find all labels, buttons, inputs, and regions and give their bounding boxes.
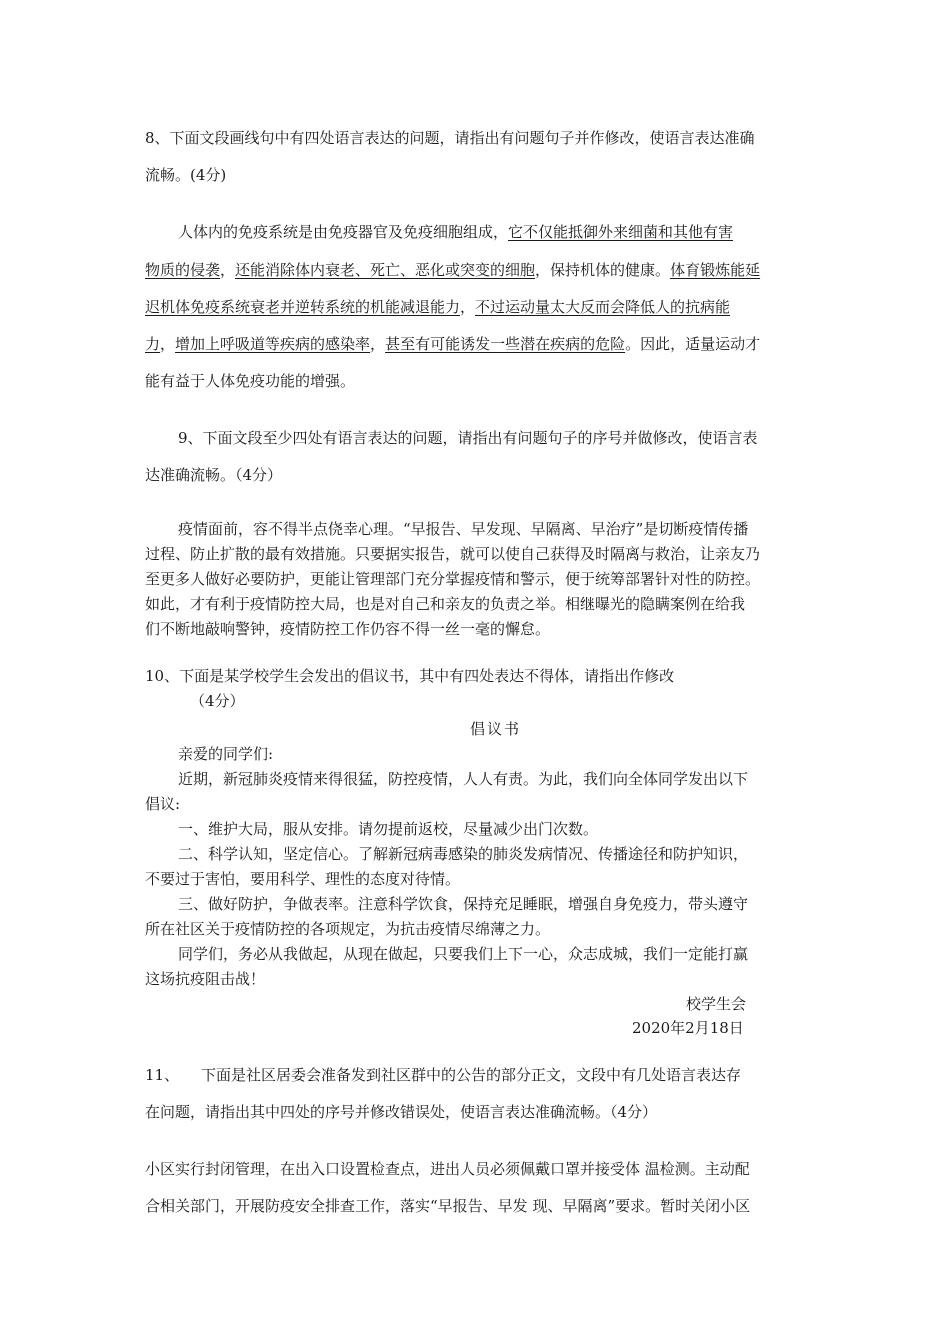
q8-underlined-sentence: 它不仅能抵御外来细菌和其他有害 xyxy=(508,223,734,241)
proposal-closing: 这场抗疫阻击战！ xyxy=(145,970,266,988)
proposal-title: 倡议书 xyxy=(470,720,522,738)
proposal-item: 所在社区关于疫情防控的各项规定，为抗击疫情尽绵薄之力。 xyxy=(145,920,551,938)
q8-passage-line xyxy=(145,334,760,354)
q9-prompt: 9、下面文段至少四处有语言表达的问题，请指出有问题句子的序号并做修改，使语言表 xyxy=(178,429,758,447)
proposal-date: 2020年2月18日 xyxy=(632,1019,744,1037)
q8-text: ， xyxy=(220,261,236,279)
q8-underlined-sentence: 不过运动量太大反而会降低人的抗病能 xyxy=(475,298,731,316)
q10-prompt: （4分） xyxy=(190,692,245,710)
q8-text: ， xyxy=(160,335,176,353)
proposal-closing: 同学们，务必从我做起，从现在做起，只要我们上下一心，众志成城，我们一定能打赢 xyxy=(178,945,749,963)
q8-passage-line xyxy=(145,297,730,317)
q8-prompt: 8、下面文段画线句中有四处语言表达的问题，请指出有问题句子并作修改，使语言表达准确 xyxy=(145,129,755,147)
q8-underlined-sentence: 还能消除体内衰老、死亡、恶化或突变的细胞 xyxy=(235,261,536,279)
q8-text: 人体内的免疫系统是由免疫器官及免疫细胞组成， xyxy=(178,223,509,241)
q9-prompt: 达准确流畅。（4分） xyxy=(145,466,283,484)
q11-passage-line: 合相关部门，开展防疫安全排查工作，落实“早报告、早发 现、早隔离”要求。暂时关闭小区 xyxy=(145,1197,751,1215)
q9-passage-line: 至更多人做好必要防护，更能让管理部门充分掌握疫情和警示，便于统筹部署针对性的防控。 xyxy=(145,570,761,588)
q8-underlined-sentence: 力 xyxy=(145,335,161,353)
proposal-item: 一、维护大局，服从安排。请勿提前返校，尽量减少出门次数。 xyxy=(178,820,599,838)
q11-prompt: 下面是社区居委会准备发到社区群中的公告的部分正文，文段中有几处语言表达存 xyxy=(201,1066,742,1084)
q8-underlined-sentence: 增加上呼吸道等疾病的感染率 xyxy=(175,335,371,353)
q8-underlined-sentence: 物质的侵袭 xyxy=(145,261,221,279)
q11-passage-line: 小区实行封闭管理，在出入口设置检查点，进出人员必须佩戴口罩并接受体 温检测。主动配 xyxy=(145,1160,750,1178)
proposal-item: 二、科学认知，坚定信心。了解新冠病毒感染的肺炎发病情况、传播途径和防护知识， xyxy=(178,845,749,863)
q8-passage-line xyxy=(178,222,733,242)
q8-text: 。因此，适量运动才 xyxy=(625,335,761,353)
q8-underlined-sentence: 甚至有可能诱发一些潜在疾病的危险 xyxy=(385,335,626,353)
proposal-item: 三、做好防护，争做表率。注意科学饮食，保持充足睡眠，增强自身免疫力，带头遵守 xyxy=(178,895,749,913)
q8-text: ，保持机体的健康。 xyxy=(535,261,671,279)
q8-text: ， xyxy=(460,298,476,316)
q10-prompt: 10、下面是某学校学生会发出的倡议书，其中有四处表达不得体，请指出作修改 xyxy=(145,667,675,685)
q8-passage-line: 能有益于人体免疫功能的增强。 xyxy=(145,372,356,390)
proposal-greeting: 亲爱的同学们: xyxy=(178,745,274,763)
q8-prompt: 流畅。(4分) xyxy=(145,166,227,184)
q8-passage-line xyxy=(145,260,760,280)
q11-number: 11、 xyxy=(145,1066,180,1084)
q11-prompt: 在问题，请指出其中四处的序号并修改错误处，使语言表达准确流畅。（4分） xyxy=(145,1103,658,1121)
q8-underlined-sentence: 体育锻炼能延 xyxy=(670,261,761,279)
q8-text: ， xyxy=(370,335,386,353)
proposal-signature: 校学生会 xyxy=(686,995,747,1013)
q9-passage-line: 疫情面前，容不得半点侥幸心理。“早报告、早发现、早隔离、早治疗”是切断疫情传播 xyxy=(178,520,749,538)
q9-passage-line: 如此，才有利于疫情防控大局，也是对自己和亲友的负责之举。相继曝光的隐瞒案例在给我 xyxy=(145,595,746,613)
q9-passage-line: 过程、防止扩散的最有效措施。只要据实报告，就可以使自己获得及时隔离与救治，让亲友乃 xyxy=(145,545,761,563)
proposal-item: 不要过于害怕，要用科学、理性的态度对待情。 xyxy=(145,870,461,888)
q8-underlined-sentence: 迟机体免疫系统衰老并逆转系统的机能减退能力 xyxy=(145,298,461,316)
proposal-paragraph: 近期，新冠肺炎疫情来得很猛，防控疫情，人人有责。为此，我们向全体同学发出以下 xyxy=(178,770,749,788)
proposal-paragraph: 倡议: xyxy=(145,795,181,813)
q9-passage-line: 们不断地敲响警钟，疫情防控工作仍容不得一丝一毫的懈怠。 xyxy=(145,620,551,638)
